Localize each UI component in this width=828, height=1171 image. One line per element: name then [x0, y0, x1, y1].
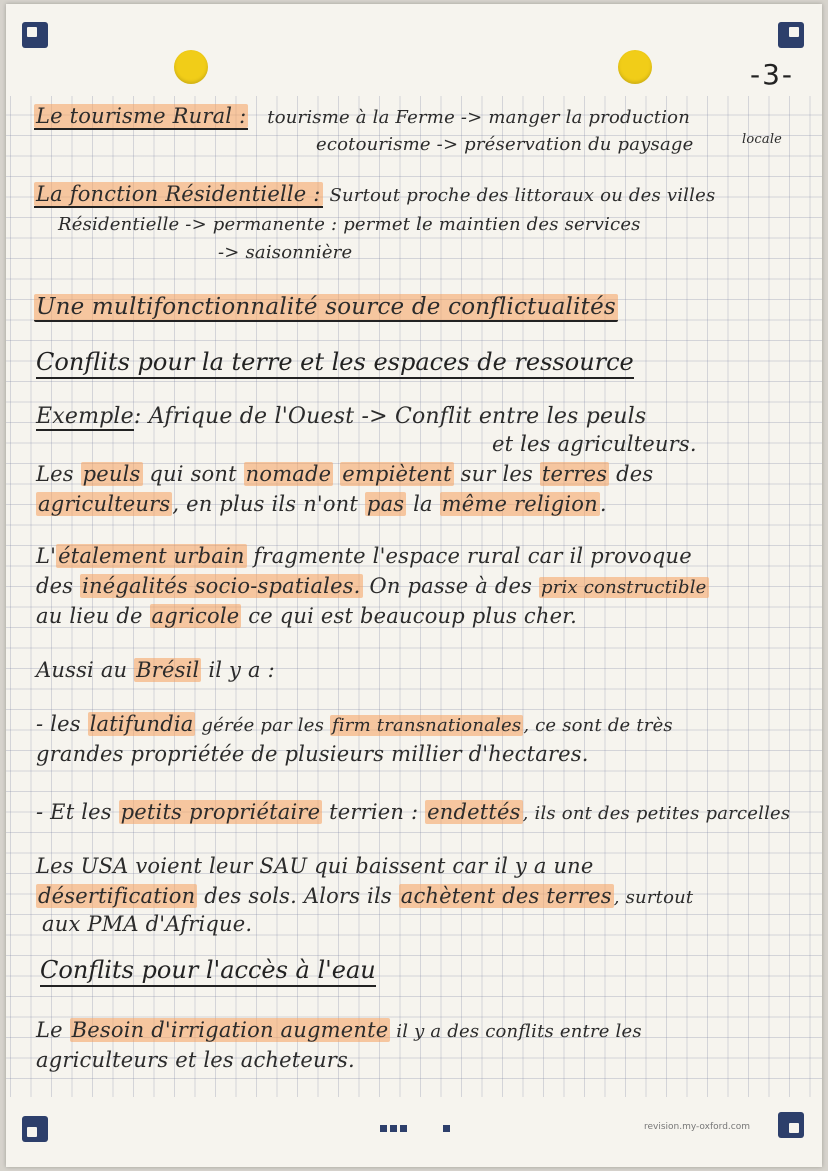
water-line1: Le Besoin d'irrigation augmente il y a des conflits entre les	[36, 1018, 642, 1042]
top-margin	[6, 4, 822, 96]
residential-label: La fonction Résidentielle :	[36, 182, 321, 206]
water-line2: agriculteurs et les acheteurs.	[36, 1048, 355, 1072]
page-dots-icon	[380, 1125, 450, 1132]
corner-marker-icon	[778, 22, 804, 48]
section-title: Une multifonctionnalité source de conflictualités	[36, 294, 616, 320]
binder-hole-icon	[618, 50, 652, 84]
example-line2: et les agriculteurs.	[492, 432, 697, 456]
corner-marker-icon	[778, 1112, 804, 1138]
small-owners-line: - Et les petits propriétaire terrien : endettés , ils ont des petites parcelles	[36, 800, 791, 824]
peuls-line1: Les peuls qui sont nomade empiètent sur les terres des	[36, 462, 654, 486]
urban-line1: L'étalement urbain fragmente l'espace rural car il provoque	[36, 544, 692, 568]
urban-line2: des inégalités socio-spatiales. On passe à des prix constructible	[36, 574, 707, 598]
footer-url: revision.my-oxford.com	[643, 1122, 750, 1132]
corner-marker-icon	[22, 22, 48, 48]
subtitle-water-conflicts: Conflits pour l'accès à l'eau	[40, 956, 376, 987]
peuls-line2: agriculteurs, en plus ils n'ont pas la même religion.	[38, 492, 607, 516]
example-line1: Exemple: Afrique de l'Ouest -> Conflit entre les peuls	[36, 404, 647, 429]
urban-line3: au lieu de agricole ce qui est beaucoup plus cher.	[36, 604, 578, 628]
rural-tourism-line1: Le tourisme Rural : tourisme à la Ferme -> manger la production	[36, 104, 691, 128]
bottom-margin	[6, 1097, 822, 1167]
page-number: -3-	[749, 58, 794, 91]
residential-line1: La fonction Résidentielle : Surtout proche des littoraux ou des villes	[36, 182, 716, 206]
binder-hole-icon	[174, 50, 208, 84]
rural-tourism-label: Le tourisme Rural :	[36, 104, 247, 128]
corner-marker-icon	[22, 1116, 48, 1142]
brazil-line: Aussi au Brésil il y a :	[36, 658, 275, 682]
rural-tourism-extra: locale	[742, 132, 783, 147]
residential-line3: -> saisonnière	[218, 242, 353, 263]
latifundia-line1: - les latifundia gérée par les firm transnationales , ce sont de très	[36, 712, 673, 736]
rural-tourism-line2: ecotourisme -> préservation du paysage	[316, 134, 694, 155]
notebook-page	[6, 4, 822, 1167]
usa-line2: désertification des sols. Alors ils achètent des terres , surtout	[38, 884, 694, 908]
usa-line3: aux PMA d'Afrique.	[42, 912, 253, 936]
residential-line2: Résidentielle -> permanente : permet le maintien des services	[58, 214, 641, 235]
latifundia-line2: grandes propriétée de plusieurs millier d'hectares.	[36, 742, 589, 766]
usa-line1: Les USA voient leur SAU qui baissent car il y a une	[36, 854, 594, 878]
subtitle-land-conflicts: Conflits pour la terre et les espaces de ressource	[36, 348, 634, 379]
